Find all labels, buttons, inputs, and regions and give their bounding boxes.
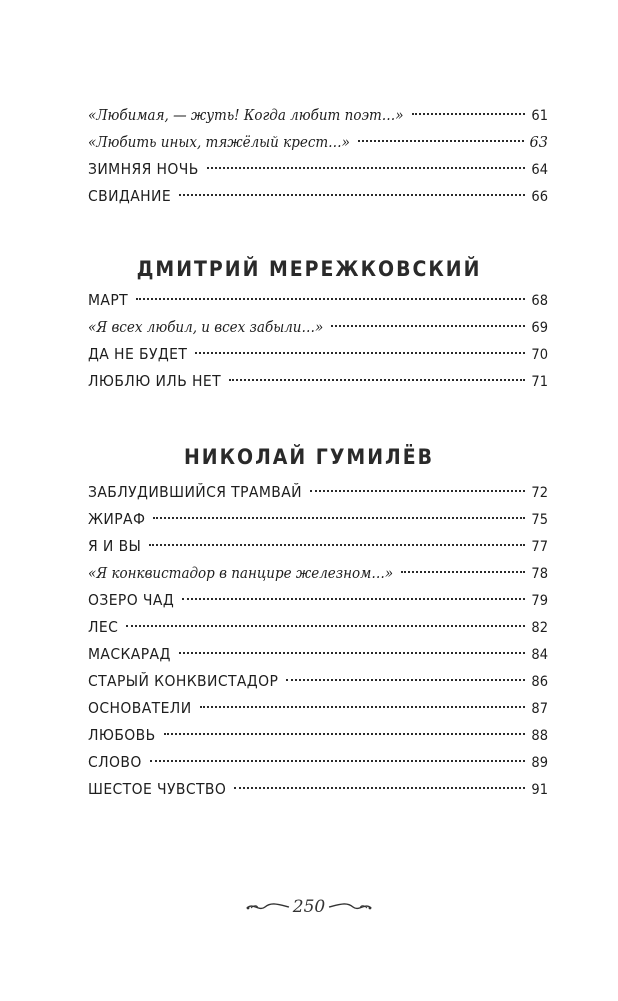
dot-leader <box>149 544 525 546</box>
toc-entry-title: ЛЮБОВЬ <box>88 726 156 744</box>
toc-entry-page-number: 78 <box>531 566 548 582</box>
toc-entry-page-number: 72 <box>531 485 548 501</box>
dot-leader <box>126 625 525 627</box>
toc-entry-title: ДА НЕ БУДЕТ <box>88 345 188 363</box>
toc-entry <box>88 560 548 587</box>
toc-entry-page-number: 91 <box>531 782 548 798</box>
toc-entry-title: «Я конквистадор в панцире железном…» <box>88 564 394 582</box>
dot-leader <box>200 706 526 708</box>
toc-entry <box>88 287 548 314</box>
toc-entry-title: ЛЮБЛЮ ИЛЬ НЕТ <box>88 372 222 390</box>
toc-entry <box>88 668 548 695</box>
toc-entry <box>88 587 548 614</box>
toc-entry-page-number: 71 <box>531 374 548 390</box>
toc-section-merezhkovsky <box>88 287 548 395</box>
toc-entry-page-number: 61 <box>531 108 548 124</box>
toc-entry-page-number: 75 <box>531 512 548 528</box>
toc-entry-title: ОЗЕРО ЧАД <box>88 591 175 609</box>
toc-entry-title: МАРТ <box>88 291 129 309</box>
page-folio <box>0 896 618 918</box>
toc-entry <box>88 183 548 210</box>
toc-entry-page-number: 88 <box>531 728 548 744</box>
toc-entry-page-number: 63 <box>529 135 548 151</box>
dot-leader <box>207 167 526 169</box>
toc-entry <box>88 695 548 722</box>
dot-leader <box>179 652 526 654</box>
toc-entry <box>88 722 548 749</box>
toc-entry-title: ЖИРАФ <box>88 510 146 528</box>
toc-entry-title: СТАРЫЙ КОНКВИСТАДОР <box>88 672 279 690</box>
toc-entry-title: Я И ВЫ <box>88 537 142 555</box>
toc-entry-page-number: 84 <box>531 647 548 663</box>
toc-entry-title: «Любимая, — жуть! Когда любит поэт…» <box>88 106 404 124</box>
toc-entry-page-number: 69 <box>531 320 548 336</box>
toc-entry-title: СЛОВО <box>88 753 142 771</box>
toc-entry <box>88 776 548 803</box>
dot-leader <box>179 194 525 196</box>
toc-entry <box>88 641 548 668</box>
toc-entry <box>88 506 548 533</box>
toc-entry-page-number: 89 <box>531 755 548 771</box>
dot-leader <box>136 298 525 300</box>
toc-entry <box>88 156 548 183</box>
toc-entry <box>88 129 548 156</box>
toc-entry-title: СВИДАНИЕ <box>88 187 172 205</box>
toc-entry-page-number: 70 <box>531 347 548 363</box>
toc-entry-title: «Я всех любил, и всех забыли…» <box>88 318 324 336</box>
toc-entry <box>88 341 548 368</box>
toc-entry <box>88 102 548 129</box>
dot-leader <box>229 379 525 381</box>
toc-entry <box>88 614 548 641</box>
dot-leader <box>412 113 526 115</box>
dot-leader <box>286 679 525 681</box>
toc-entry-page-number: 87 <box>531 701 548 717</box>
dot-leader <box>401 571 525 573</box>
toc-entry-title: ОСНОВАТЕЛИ <box>88 699 192 717</box>
page-number: 250 <box>292 897 326 917</box>
toc-entry-title: «Любить иных, тяжёлый крест…» <box>88 133 350 151</box>
dot-leader <box>310 490 525 492</box>
toc-entry-page-number: 82 <box>531 620 548 636</box>
toc-section-continued <box>88 102 548 210</box>
toc-entry-page-number: 68 <box>531 293 548 309</box>
dot-leader <box>153 517 525 519</box>
dot-leader <box>234 787 525 789</box>
flourish-left-icon <box>245 900 291 914</box>
dot-leader <box>358 140 524 142</box>
flourish-right-icon <box>327 900 373 914</box>
author-heading-gumilev: НИКОЛАЙ ГУМИЛЁВ <box>183 445 435 469</box>
toc-entry-page-number: 66 <box>531 189 548 205</box>
toc-entry-title: ШЕСТОЕ ЧУВСТВО <box>88 780 227 798</box>
dot-leader <box>182 598 525 600</box>
toc-entry-title: ЗАБЛУДИВШИЙСЯ ТРАМВАЙ <box>88 483 302 501</box>
toc-entry-page-number: 86 <box>531 674 548 690</box>
toc-entry <box>88 368 548 395</box>
toc-entry <box>88 749 548 776</box>
toc-entry-title: ЗИМНЯЯ НОЧЬ <box>88 160 199 178</box>
toc-entry <box>88 479 548 506</box>
dot-leader <box>150 760 526 762</box>
dot-leader <box>331 325 525 327</box>
toc-entry-page-number: 64 <box>531 162 548 178</box>
toc-entry <box>88 314 548 341</box>
toc-entry-page-number: 77 <box>531 539 548 555</box>
toc-section-gumilev <box>88 479 548 803</box>
toc-entry-page-number: 79 <box>531 593 548 609</box>
toc-entry-title: ЛЕС <box>88 618 119 636</box>
toc-entry <box>88 533 548 560</box>
toc-entry-title: МАСКАРАД <box>88 645 171 663</box>
dot-leader <box>195 352 525 354</box>
author-heading-merezhkovsky: ДМИТРИЙ МЕРЕЖКОВСКИЙ <box>136 257 482 281</box>
dot-leader <box>164 733 526 735</box>
